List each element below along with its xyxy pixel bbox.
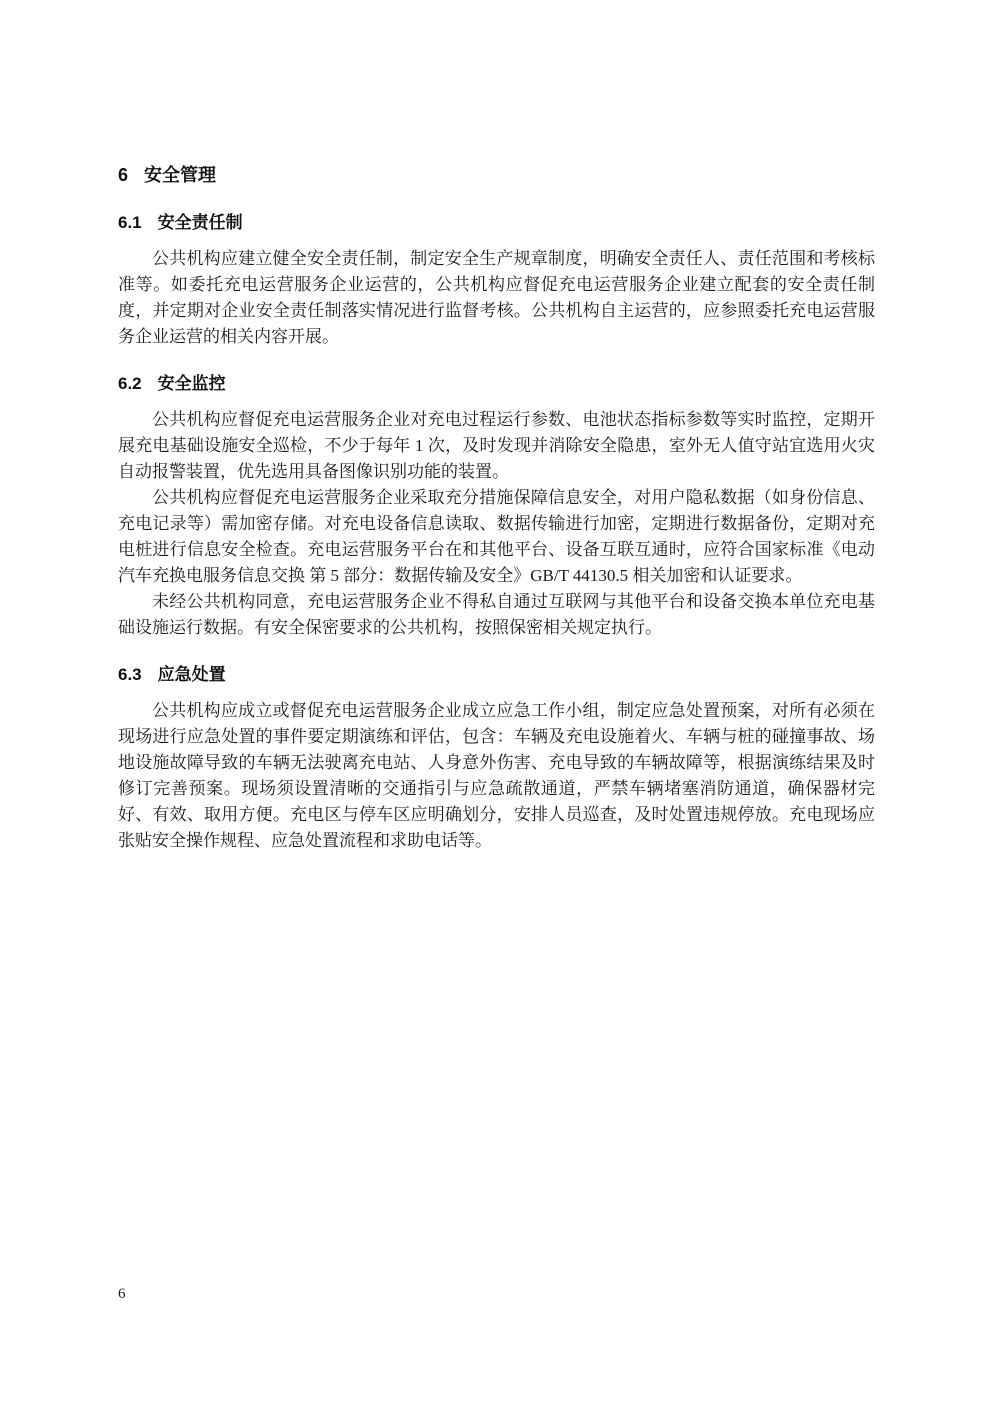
body-paragraph: 公共机构应督促充电运营服务企业对充电过程运行参数、电池状态指标参数等实时监控，定期开展充电基础设施安全巡检，不少于每年 1 次，及时发现并消除安全隐患，室外无人值守站宜选用火灾自动报警装置，优先选用具备图像识别功能的装置。 — [118, 410, 875, 481]
section-number-6-1: 6.1 — [118, 213, 142, 232]
chapter-title: 安全管理 — [144, 165, 217, 185]
body-paragraph: 公共机构应建立健全安全责任制，制定安全生产规章制度，明确安全责任人、责任范围和考核标准等。如委托充电运营服务企业运营的，公共机构应督促充电运营服务企业建立配套的安全责任制度，并定期对企业安全责任制落实情况进行监督考核。公共机构自主运营的，应参照委托充电运营服务企业运营的相关内容开展。 — [118, 249, 875, 346]
body-paragraph: 公共机构应督促充电运营服务企业采取充分措施保障信息安全，对用户隐私数据（如身份信息、充电记录等）需加密存储。对充电设备信息读取、数据传输进行加密，定期进行数据备份，定期对充电桩进行信息安全检查。充电运营服务平台在和其他平台、设备互联互通时，应符合国家标准《电动汽车充换电服务信息交换 第 5 部分：数据传输及安全》GB/T 44130.5 相关加密和认证要求。 — [118, 488, 875, 585]
chapter-number: 6 — [118, 165, 129, 185]
page-number: 6 — [118, 1286, 126, 1302]
section-number-6-3: 6.3 — [118, 665, 142, 684]
section-safety-responsibility — [118, 212, 875, 350]
section-emergency-response — [118, 664, 875, 854]
section-heading-6-2 — [118, 373, 875, 394]
body-paragraph: 公共机构应成立或督促充电运营服务企业成立应急工作小组，制定应急处置预案，对所有必须在现场进行应急处置的事件要定期演练和评估，包含：车辆及充电设施着火、车辆与桩的碰撞事故、场地设施故障导致的车辆无法驶离充电站、人身意外伤害、充电导致的车辆故障等，根据演练结果及时修订完善预案。现场须设置清晰的交通指引与应急疏散通道，严禁车辆堵塞消防通道，确保器材完好、有效、取用方便。充电区与停车区应明确划分，安排人员巡查，及时处置违规停放。充电现场应张贴安全操作规程、应急处置流程和求助电话等。 — [118, 701, 875, 850]
section-safety-monitoring — [118, 373, 875, 641]
body-paragraph: 未经公共机构同意，充电运营服务企业不得私自通过互联网与其他平台和设备交换本单位充电基础设施运行数据。有安全保密要求的公共机构，按照保密相关规定执行。 — [118, 592, 875, 637]
section-number-6-2: 6.2 — [118, 374, 142, 393]
section-heading-6-1 — [118, 212, 875, 233]
section-heading-6-3 — [118, 664, 875, 685]
section-title-6-1: 安全责任制 — [157, 213, 243, 232]
section-title-6-3: 应急处置 — [157, 665, 226, 684]
chapter-heading — [118, 164, 875, 186]
section-title-6-2: 安全监控 — [157, 374, 226, 393]
